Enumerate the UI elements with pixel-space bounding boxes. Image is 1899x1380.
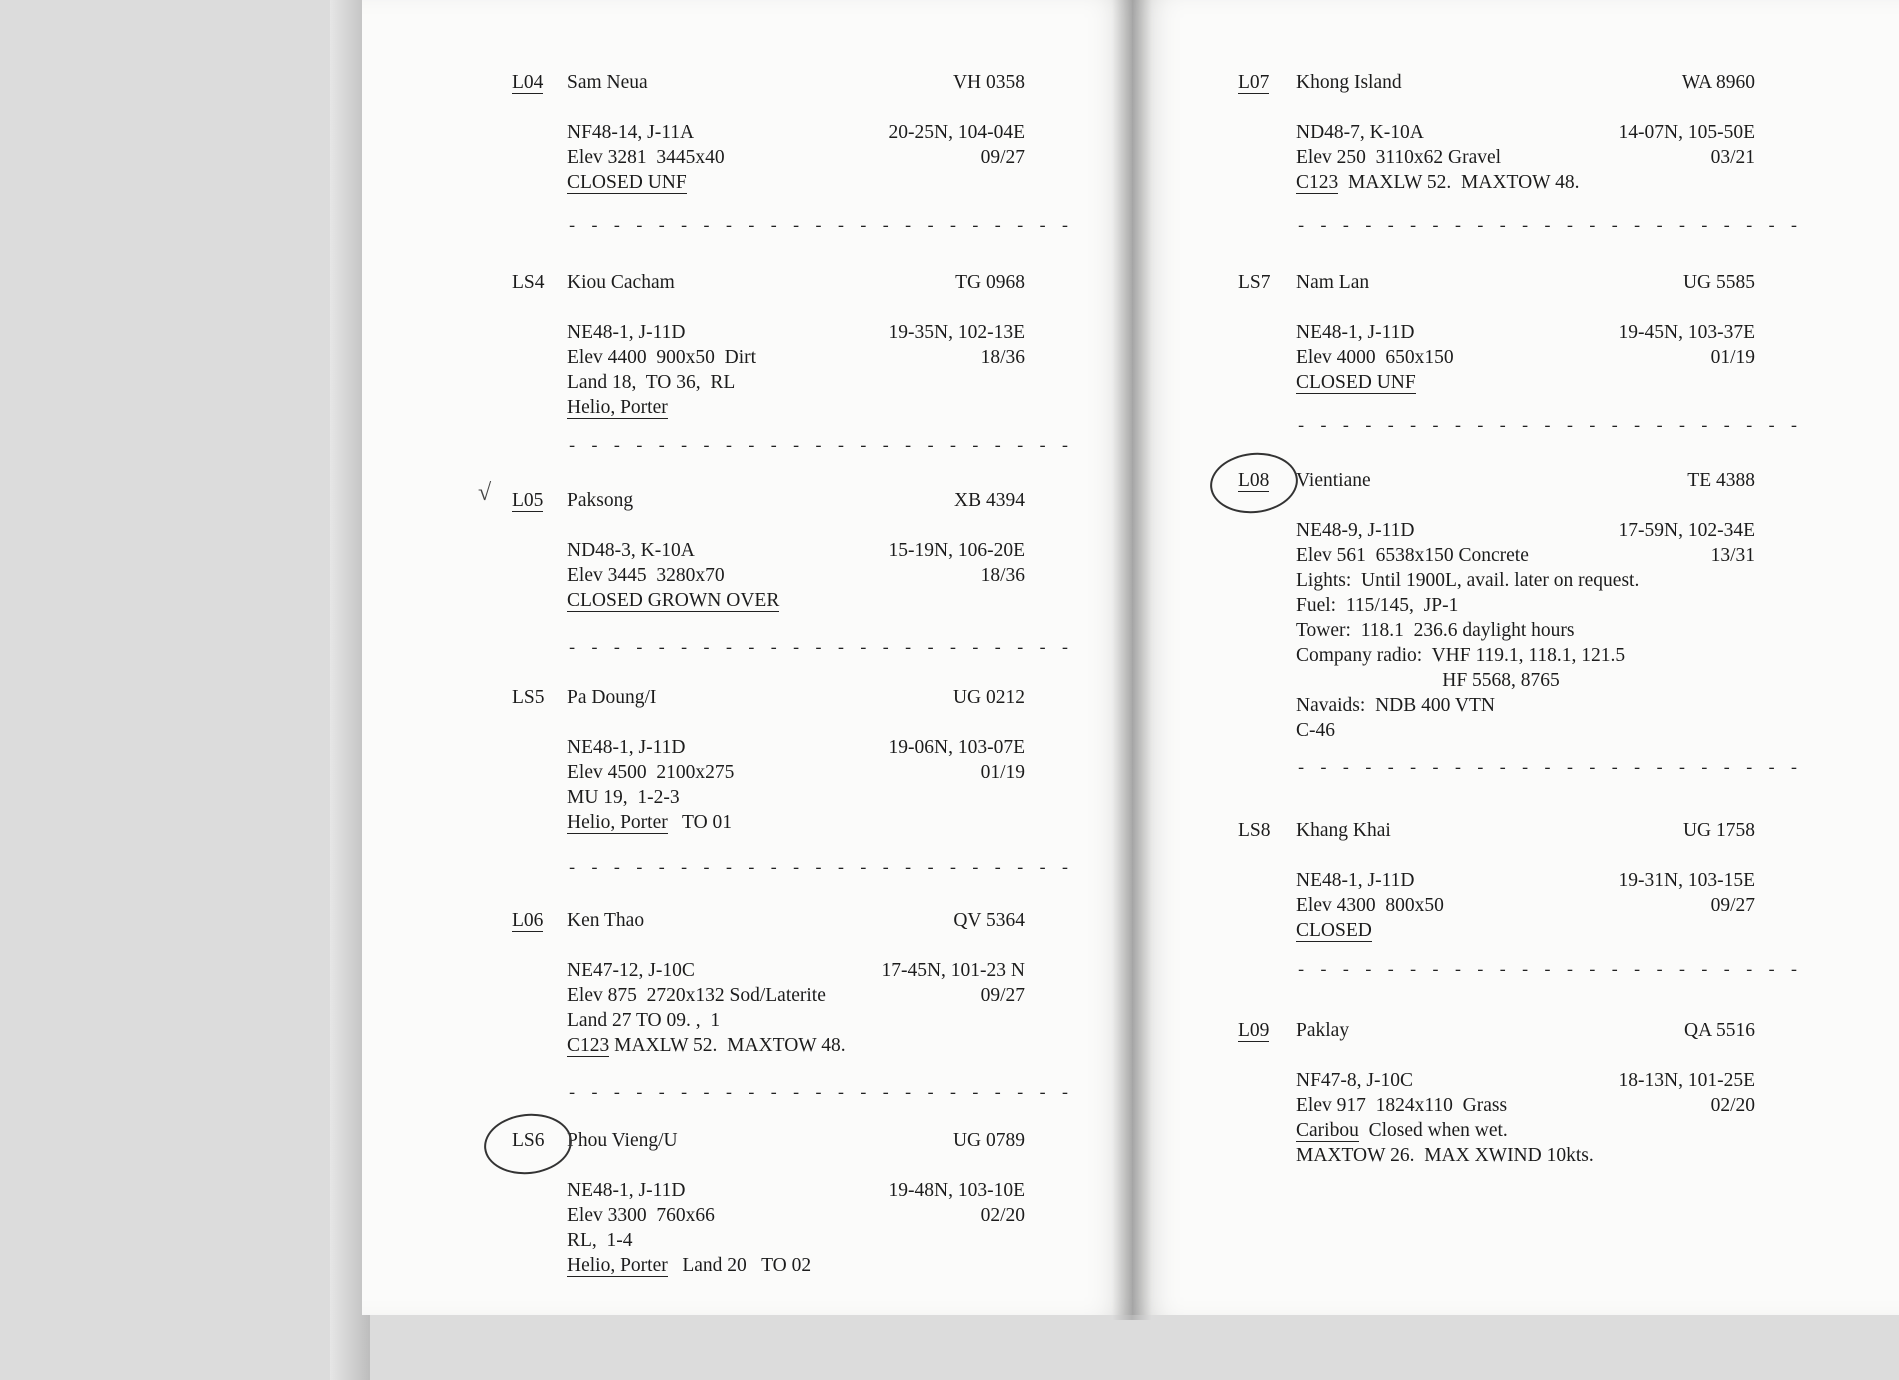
detail-text <box>567 1255 811 1277</box>
detail-text: Elev 250 3110x62 Gravel <box>1296 147 1502 168</box>
detail-line <box>567 1178 1025 1203</box>
detail-value: 14-07N, 105-50E <box>1618 122 1755 143</box>
entry-id <box>512 908 543 933</box>
airfield-name: Kiou Cacham <box>567 272 675 293</box>
detail-text <box>567 397 668 419</box>
section-separator: - - - - - - - - - - - - - - - - - - - - - - - <box>567 640 1072 659</box>
detail-line <box>567 538 1025 563</box>
detail-text: NE48-1, J-11D <box>567 322 686 343</box>
detail-text: Elev 4500 2100x275 <box>567 762 735 783</box>
detail-text: NE48-1, J-11D <box>567 1180 686 1201</box>
detail-text: Elev 561 6538x150 Concrete <box>1296 545 1529 566</box>
detail-line <box>1296 668 1755 693</box>
detail-text: CLOSED UNF <box>567 172 687 193</box>
detail-rest: Closed when wet. <box>1358 1120 1508 1141</box>
airfield-name: Khang Khai <box>1296 820 1391 841</box>
airfield-name: Vientiane <box>1296 470 1371 491</box>
entry-details <box>1296 320 1755 395</box>
detail-line <box>567 810 1025 835</box>
entry-details <box>567 1178 1025 1278</box>
detail-line <box>567 1228 1025 1253</box>
detail-line <box>1296 370 1755 395</box>
detail-text: Elev 4300 800x50 <box>1296 895 1444 916</box>
detail-line <box>1296 868 1755 893</box>
detail-value: 02/20 <box>1710 1095 1755 1116</box>
section-separator: - - - - - - - - - - - - - - - - - - - - - - - <box>1296 962 1801 981</box>
entry-id <box>1238 70 1269 95</box>
entry-id <box>1238 1018 1269 1043</box>
detail-text: MAXTOW 26. MAX XWIND 10kts. <box>1296 1145 1594 1166</box>
aircraft-type: Caribou <box>1296 1120 1359 1141</box>
detail-line <box>567 760 1025 785</box>
airfield-name: Phou Vieng/U <box>567 1130 678 1151</box>
entry-id-text: LS7 <box>1238 272 1271 293</box>
entry-id-text: L07 <box>1238 72 1270 93</box>
grid-reference: QA 5516 <box>1684 1020 1755 1041</box>
detail-line <box>1296 618 1755 643</box>
entry-id-text: L05 <box>512 490 544 511</box>
detail-line <box>1296 568 1755 593</box>
entry-id <box>512 488 543 513</box>
aircraft-type: Helio, Porter <box>567 812 668 833</box>
detail-line <box>1296 543 1755 568</box>
airfield-name: Paksong <box>567 490 634 511</box>
detail-value: 18-13N, 101-25E <box>1618 1070 1755 1091</box>
detail-text <box>567 812 732 834</box>
detail-line <box>1296 170 1755 195</box>
detail-value: 19-35N, 102-13E <box>888 322 1025 343</box>
detail-text: NE47-12, J-10C <box>567 960 695 981</box>
detail-line <box>567 563 1025 588</box>
detail-value: 20-25N, 104-04E <box>888 122 1025 143</box>
entry-details <box>567 538 1025 613</box>
detail-value: 09/27 <box>1710 895 1755 916</box>
section-separator: - - - - - - - - - - - - - - - - - - - - - - - <box>567 218 1072 237</box>
detail-line <box>1296 320 1755 345</box>
detail-line <box>1296 693 1755 718</box>
section-separator: - - - - - - - - - - - - - - - - - - - - - - - <box>1296 418 1801 437</box>
aircraft-type: C123 <box>567 1035 610 1056</box>
entry-id-text: LS4 <box>512 272 545 293</box>
detail-text <box>567 1035 846 1057</box>
detail-rest: MAXLW 52. MAXTOW 48. <box>609 1035 846 1056</box>
detail-text: Fuel: 115/145, JP-1 <box>1296 595 1459 616</box>
detail-line <box>567 120 1025 145</box>
airfield-name: Paklay <box>1296 1020 1350 1041</box>
detail-value: 19-48N, 103-10E <box>888 1180 1025 1201</box>
detail-rest: Land 20 TO 02 <box>667 1255 812 1276</box>
detail-line <box>567 1033 1025 1058</box>
detail-text: CLOSED <box>1296 920 1372 941</box>
aircraft-type: Helio, Porter <box>567 397 668 418</box>
detail-value: 18/36 <box>980 565 1025 586</box>
detail-text: HF 5568, 8765 <box>1296 670 1560 691</box>
entry-id-text: L09 <box>1238 1020 1270 1041</box>
detail-text: NF48-14, J-11A <box>567 122 695 143</box>
detail-text: Elev 4000 650x150 <box>1296 347 1454 368</box>
section-separator: - - - - - - - - - - - - - - - - - - - - - - - <box>567 1085 1072 1104</box>
entry-id <box>1238 270 1271 295</box>
detail-text: Company radio: VHF 119.1, 118.1, 121.5 <box>1296 645 1626 666</box>
detail-line <box>1296 1143 1755 1168</box>
detail-line <box>567 345 1025 370</box>
section-separator: - - - - - - - - - - - - - - - - - - - - - - - <box>567 438 1072 457</box>
entry-details <box>1296 518 1755 743</box>
detail-text: NE48-1, J-11D <box>1296 870 1415 891</box>
detail-line <box>1296 1093 1755 1118</box>
detail-line <box>567 145 1025 170</box>
detail-text: C-46 <box>1296 720 1335 741</box>
detail-line <box>1296 518 1755 543</box>
detail-text: ND48-7, K-10A <box>1296 122 1424 143</box>
entry-details <box>1296 1068 1755 1168</box>
detail-text: Elev 4400 900x50 Dirt <box>567 347 757 368</box>
detail-line <box>567 1008 1025 1033</box>
detail-value: 09/27 <box>980 147 1025 168</box>
grid-reference: TE 4388 <box>1687 470 1755 491</box>
entry-id-text: L06 <box>512 910 544 931</box>
detail-text: Navaids: NDB 400 VTN <box>1296 695 1495 716</box>
detail-text: NF47-8, J-10C <box>1296 1070 1414 1091</box>
detail-text: Elev 917 1824x110 Grass <box>1296 1095 1508 1116</box>
detail-text: RL, 1-4 <box>567 1230 633 1251</box>
detail-value: 01/19 <box>1710 347 1755 368</box>
detail-text: CLOSED UNF <box>1296 372 1416 393</box>
detail-rest: TO 01 <box>667 812 733 833</box>
detail-text: Lights: Until 1900L, avail. later on request. <box>1296 570 1640 591</box>
entry-id <box>512 685 545 710</box>
detail-line <box>567 395 1025 420</box>
detail-line <box>567 958 1025 983</box>
grid-reference: QV 5364 <box>953 910 1025 931</box>
entry-id-text: L08 <box>1238 470 1270 491</box>
detail-rest: MAXLW 52. MAXTOW 48. <box>1338 172 1580 193</box>
detail-value: 19-31N, 103-15E <box>1618 870 1755 891</box>
detail-value: 17-59N, 102-34E <box>1618 520 1755 541</box>
detail-line <box>567 785 1025 810</box>
book-gutter <box>1112 0 1152 1320</box>
airfield-name: Khong Island <box>1296 72 1402 93</box>
entry-id <box>512 70 543 95</box>
detail-line <box>567 588 1025 613</box>
detail-value: 09/27 <box>980 985 1025 1006</box>
entry-details <box>567 120 1025 195</box>
detail-value: 18/36 <box>980 347 1025 368</box>
entry-id-text: LS8 <box>1238 820 1271 841</box>
detail-line <box>567 1253 1025 1278</box>
detail-line <box>1296 1068 1755 1093</box>
grid-reference: UG 0212 <box>952 687 1025 708</box>
detail-text: CLOSED GROWN OVER <box>567 590 780 611</box>
detail-text: ND48-3, K-10A <box>567 540 695 561</box>
detail-text <box>1296 172 1579 194</box>
entry-details <box>567 958 1025 1058</box>
detail-line <box>567 370 1025 395</box>
detail-value: 02/20 <box>980 1205 1025 1226</box>
detail-value: 01/19 <box>980 762 1025 783</box>
detail-line <box>567 320 1025 345</box>
detail-line <box>1296 120 1755 145</box>
grid-reference: VH 0358 <box>952 72 1025 93</box>
detail-value: 13/31 <box>1710 545 1755 566</box>
entry-details <box>567 735 1025 835</box>
detail-text: NE48-1, J-11D <box>567 737 686 758</box>
detail-value: 15-19N, 106-20E <box>888 540 1025 561</box>
grid-reference: UG 1758 <box>1682 820 1755 841</box>
section-separator: - - - - - - - - - - - - - - - - - - - - - - - <box>1296 218 1801 237</box>
airfield-name: Pa Doung/I <box>567 687 657 708</box>
detail-text: Elev 3300 760x66 <box>567 1205 715 1226</box>
entry-id <box>512 270 545 295</box>
aircraft-type: C123 <box>1296 172 1339 193</box>
check-mark-icon: √ <box>478 480 492 506</box>
detail-text: Land 27 TO 09. , 1 <box>567 1010 721 1031</box>
detail-value: 19-45N, 103-37E <box>1618 322 1755 343</box>
detail-value: 03/21 <box>1710 147 1755 168</box>
airfield-name: Nam Lan <box>1296 272 1370 293</box>
detail-line <box>1296 643 1755 668</box>
detail-line <box>1296 918 1755 943</box>
entry-details <box>1296 868 1755 943</box>
section-separator: - - - - - - - - - - - - - - - - - - - - - - - <box>567 860 1072 879</box>
grid-reference: TG 0968 <box>955 272 1025 293</box>
airfield-name: Ken Thao <box>567 910 645 931</box>
detail-line <box>1296 718 1755 743</box>
detail-line <box>567 1203 1025 1228</box>
detail-text: NE48-9, J-11D <box>1296 520 1415 541</box>
entry-id-text: LS6 <box>512 1130 545 1151</box>
detail-line <box>567 735 1025 760</box>
detail-line <box>567 983 1025 1008</box>
detail-text: Elev 875 2720x132 Sod/Laterite <box>567 985 826 1006</box>
detail-text: Elev 3281 3445x40 <box>567 147 725 168</box>
detail-text: MU 19, 1-2-3 <box>567 787 680 808</box>
grid-reference: XB 4394 <box>954 490 1025 511</box>
detail-line <box>1296 593 1755 618</box>
grid-reference: UG 0789 <box>952 1130 1025 1151</box>
aircraft-type: Helio, Porter <box>567 1255 668 1276</box>
grid-reference: WA 8960 <box>1681 72 1755 93</box>
detail-line <box>1296 345 1755 370</box>
entry-details <box>567 320 1025 420</box>
entry-id-text: L04 <box>512 72 544 93</box>
detail-text: Tower: 118.1 236.6 daylight hours <box>1296 620 1575 641</box>
detail-value: 17-45N, 101-23 N <box>881 960 1025 981</box>
entry-id-text: LS5 <box>512 687 545 708</box>
section-separator: - - - - - - - - - - - - - - - - - - - - - - - <box>1296 760 1801 779</box>
airfield-name: Sam Neua <box>567 72 648 93</box>
detail-text: Elev 3445 3280x70 <box>567 565 725 586</box>
detail-line <box>1296 1118 1755 1143</box>
detail-line <box>1296 893 1755 918</box>
detail-text: NE48-1, J-11D <box>1296 322 1415 343</box>
entry-id <box>1238 818 1271 843</box>
entry-details <box>1296 120 1755 195</box>
detail-value: 19-06N, 103-07E <box>888 737 1025 758</box>
detail-text: Land 18, TO 36, RL <box>567 372 736 393</box>
detail-line <box>567 170 1025 195</box>
detail-line <box>1296 145 1755 170</box>
detail-text <box>1296 1120 1508 1142</box>
grid-reference: UG 5585 <box>1682 272 1755 293</box>
